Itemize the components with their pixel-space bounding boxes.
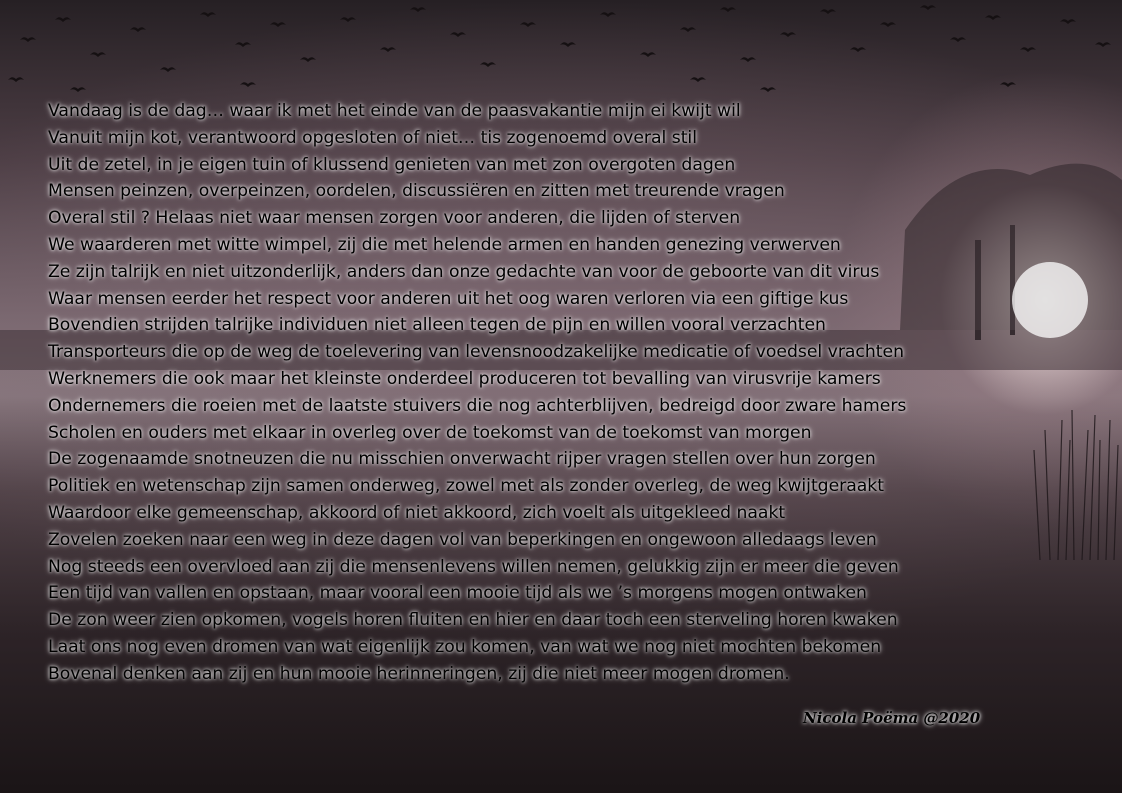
poem-line: Mensen peinzen, overpeinzen, oordelen, discussiëren en zitten met treurende vragen bbox=[48, 181, 785, 202]
poem-line: Bovendien strijden talrijke individuen niet alleen tegen de pijn en willen vooral verzachten bbox=[48, 315, 826, 336]
poem-line: Scholen en ouders met elkaar in overleg over de toekomst van de toekomst van morgen bbox=[48, 422, 812, 443]
poem-line: Nog steeds een overvloed aan zij die mensenlevens willen nemen, gelukkig zijn er meer die geven bbox=[48, 556, 899, 577]
tree-silhouette bbox=[900, 164, 1122, 340]
sun-glow bbox=[1012, 262, 1088, 338]
poem-line: Politiek en wetenschap zijn samen onderweg, zowel met als zonder overleg, de weg kwijtgeraakt bbox=[48, 476, 884, 497]
poem-line: Werknemers die ook maar het kleinste onderdeel produceren tot bevalling van virusvrije kamers bbox=[48, 368, 881, 389]
poem-line: Uit de zetel, in je eigen tuin of klussend genieten van met zon overgoten dagen bbox=[48, 154, 736, 175]
poem-line: De zon weer zien opkomen, vogels horen fluiten en hier en daar toch een sterveling horen kwaken bbox=[48, 610, 898, 631]
poem-line: We waarderen met witte wimpel, zij die met helende armen en handen genezing verwerven bbox=[48, 234, 841, 255]
poem-line: Zovelen zoeken naar een weg in deze dagen vol van beperkingen en ongewoon alledaags leven bbox=[48, 529, 877, 550]
poem-line: Bovenal denken aan zij en hun mooie herinneringen, zij die niet meer mogen dromen. bbox=[48, 663, 790, 684]
poem-line: Waar mensen eerder het respect voor anderen uit het oog waren verloren via een giftige kus bbox=[48, 288, 849, 309]
poem-line: Ze zijn talrijk en niet uitzonderlijk, anders dan onze gedachte van voor de geboorte van dit virus bbox=[48, 261, 880, 282]
poem-line: Vandaag is de dag… waar ik met het einde van de paasvakantie mijn ei kwijt wil bbox=[48, 101, 741, 121]
poem-line: Transporteurs die op de weg de toelevering van levensnoodzakelijke medicatie of voedsel vrachten bbox=[48, 342, 904, 363]
poem-line: Overal stil ? Helaas niet waar mensen zorgen voor anderen, die lijden of sterven bbox=[48, 208, 741, 229]
poem-line: Waardoor elke gemeenschap, akkoord of niet akkoord, zich voelt als uitgekleed naakt bbox=[48, 502, 786, 523]
author-signature: Nicola Poëma @2020 bbox=[803, 709, 981, 727]
poem-text bbox=[48, 98, 906, 688]
poem-line: Vanuit mijn kot, verantwoord opgesloten of niet… tis zogenoemd overal stil bbox=[48, 127, 697, 148]
poem-line: De zogenaamde snotneuzen die nu misschien onverwacht rijper vragen stellen over hun zorgen bbox=[48, 449, 876, 470]
bird-flock bbox=[8, 5, 1111, 92]
poem-line: Een tijd van vallen en opstaan, maar vooral een mooie tijd als we ’s morgens mogen ontwaken bbox=[48, 583, 867, 604]
poem-line: Ondernemers die roeien met de laatste stuivers die nog achterblijven, bedreigd door zware hamers bbox=[48, 395, 907, 416]
poem-line: Laat ons nog even dromen van wat eigenlijk zou komen, van wat we nog niet mochten bekomen bbox=[48, 636, 882, 657]
